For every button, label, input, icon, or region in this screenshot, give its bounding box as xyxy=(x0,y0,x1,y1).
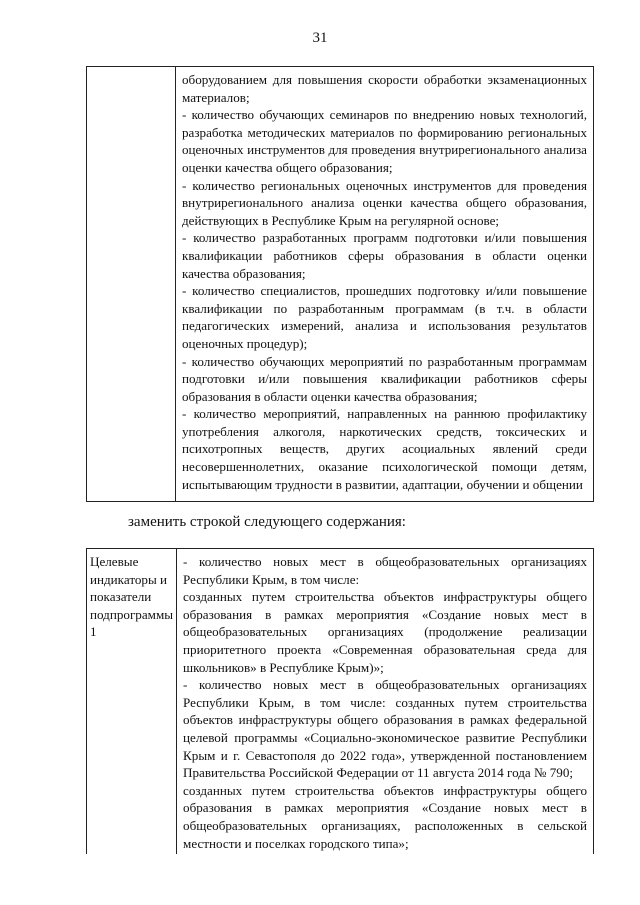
list-item: созданных путем строительства объектов инфраструктуры общего образования в рамках мероприятия «Создание новых мест в общеобразовательных организациях, расположенных в сельской местности и поселках городского типа»; xyxy=(183,782,587,851)
list-item: - количество обучающих семинаров по внедрению новых технологий, разработка методических материалов по формированию региональных оценочных инструментов для проведения внутрирегионального анализа оценки качества общего образования; xyxy=(182,107,587,175)
page-number: 31 xyxy=(312,30,328,46)
list-item: - количество новых мест в общеобразовательных организациях Республики Крым, в том числе: созданных путем строительства объектов инфраструктуры общего образования в рамках федеральной целевой программы «Социально-экономическое развитие Республики Крым и г. Севастополя до 2022 года», утвержденной постановлением Правительства Российской Федерации от 11 августа 2014 года № 790; xyxy=(183,677,587,781)
list-item: - количество новых мест в общеобразовательных организациях Республики Крым, в том числе: xyxy=(183,554,587,587)
list-item: - количество региональных оценочных инструментов для проведения внутрирегионального анализа оценки качества общего образования, действующих в Республике Крым на регулярной основе; xyxy=(182,177,587,228)
table-row xyxy=(87,549,594,855)
indicators-label: Целевые индикаторы и показатели подпрограммы 1 xyxy=(90,554,174,640)
table-row xyxy=(87,67,594,502)
replace-instruction: заменить строкой следующего содержания: xyxy=(128,514,406,530)
indicators-table-new xyxy=(86,548,594,854)
list-item: - количество мероприятий, направленных на раннюю профилактику употребления алкоголя, наркотических средств, токсических и психотропных веществ, других асоциальных явлений среди несовершеннолетних, оказание психологической помощи детям, испытывающим трудности в развитии, адаптации, обучении и общении xyxy=(182,406,587,492)
table-content-cell xyxy=(177,549,594,855)
list-item: оборудованием для повышения скорости обработки экзаменационных материалов; xyxy=(182,72,587,105)
list-item: - количество разработанных программ подготовки и/или повышения квалификации работников сферы образования в области оценки качества образования; xyxy=(182,230,587,281)
table-label-cell xyxy=(87,549,177,855)
list-item: - количество обучающих мероприятий по разработанным программам подготовки и/или повышения квалификации работников сферы образования в области оценки качества образования; xyxy=(182,353,587,404)
list-item: созданных путем строительства объектов инфраструктуры общего образования в рамках мероприятия «Создание новых мест в общеобразовательных организациях (продолжение реализации приоритетного проекта «Современная образовательная среда для школьников» в Республике Крым)»; xyxy=(183,589,587,675)
table-content-cell xyxy=(176,67,594,502)
table-label-cell-empty xyxy=(87,67,176,502)
indicators-table-old xyxy=(86,66,594,502)
list-item: - количество специалистов, прошедших подготовку и/или повышение квалификации по разработанным программам (в т.ч. в области педагогических измерений, анализа и использования результатов оценочных процедур); xyxy=(182,283,587,351)
